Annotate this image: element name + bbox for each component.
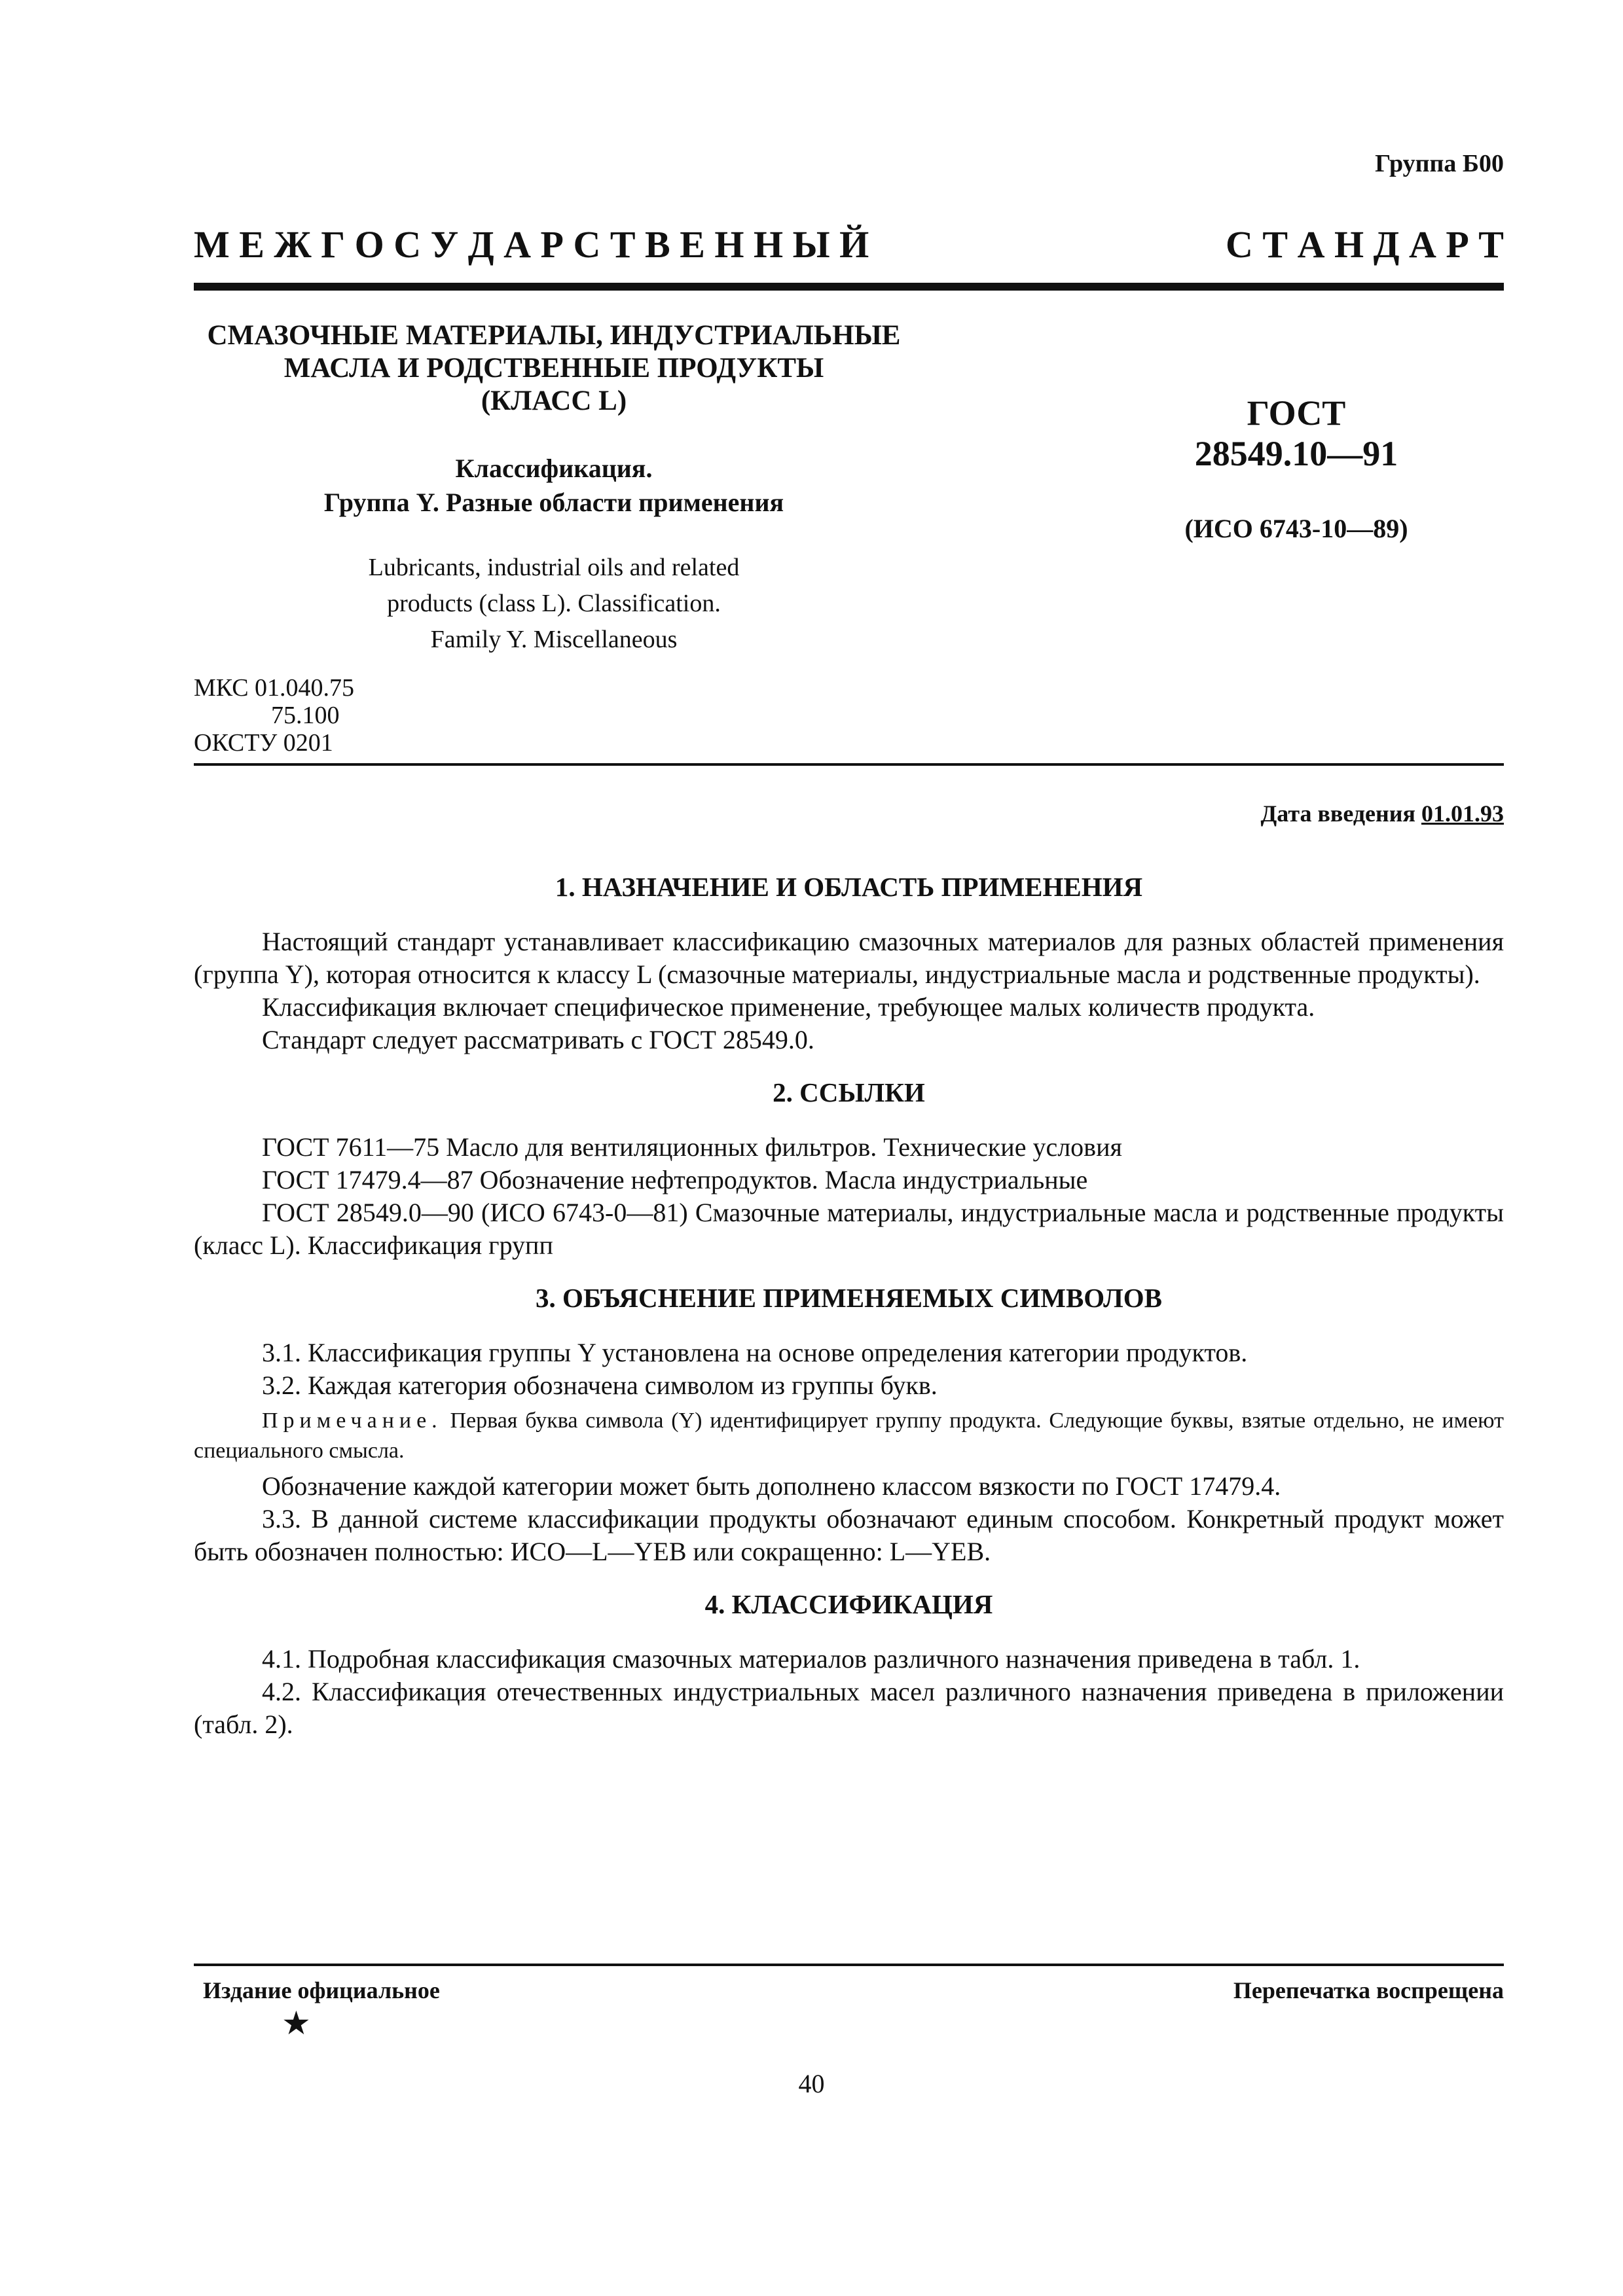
section-3-heading: 3. ОБЪЯСНЕНИЕ ПРИМЕНЯЕМЫХ СИМВОЛОВ [536, 1283, 1162, 1313]
reprint-notice: Перепечатка воспрещена [1233, 1977, 1504, 2003]
header-divider [194, 283, 1504, 291]
section-2-heading: 2. ССЫЛКИ [773, 1077, 925, 1107]
banner-right: С Т А Н Д А Р Т [1226, 223, 1504, 266]
section-1-heading: 1. НАЗНАЧЕНИЕ И ОБЛАСТЬ ПРИМЕНЕНИЯ [555, 872, 1143, 902]
title-russian [194, 319, 914, 418]
section-1-paragraph-2: Классификация включает специфическое применение, требующее малых количеств продукта. [262, 992, 1315, 1022]
title-en-line-3: Family Y. Miscellaneous [430, 626, 678, 653]
section-4-heading: 4. КЛАССИФИКАЦИЯ [704, 1589, 993, 1619]
classification-codes [194, 674, 354, 757]
group-label: Группа Б00 [1375, 150, 1504, 177]
codes-divider [194, 763, 1504, 766]
gost-designation [1126, 393, 1467, 544]
clause-3-2-continued: Обозначение каждой категории может быть дополнено классом вязкости по ГОСТ 17479.4. [262, 1471, 1281, 1501]
clause-3-1: 3.1. Классификация группы Y установлена на основе определения категории продуктов. [262, 1338, 1248, 1367]
reference-3: ГОСТ 28549.0—90 (ИСО 6743-0—81) Смазочные материалы, индустриальные масла и родственные продукты (класс L). Классификация групп [194, 1198, 1504, 1260]
intro-date [1261, 800, 1504, 827]
gost-number: 28549.10—91 [1194, 434, 1398, 473]
title-line-3: (КЛАСС L) [481, 386, 627, 416]
official-edition: Издание официальное [203, 1977, 440, 2003]
section-1-paragraph-1: Настоящий стандарт устанавливает классификацию смазочных материалов для разных областей применения (группа Y), которая относится к классу L (смазочные материалы, индустриальные масла и родственные продукты). [194, 927, 1504, 989]
intro-date-label: Дата введения [1260, 800, 1415, 827]
clause-4-2: 4.2. Классификация отечественных индустриальных масел различного назначения приведена в приложении (табл. 2). [194, 1677, 1504, 1739]
mks-code: МКС 01.040.75 [194, 674, 355, 702]
title-english [194, 550, 914, 658]
title-en-line-1: Lubricants, industrial oils and related [368, 554, 740, 581]
reference-2: ГОСТ 17479.4—87 Обозначение нефтепродуктов. Масла индустриальные [262, 1165, 1088, 1194]
iso-equivalent: (ИСО 6743-10—89) [1184, 514, 1408, 543]
mks-code-2: 75.100 [271, 702, 340, 729]
standard-banner [194, 223, 1504, 266]
title-line-1: СМАЗОЧНЫЕ МАТЕРИАЛЫ, ИНДУСТРИАЛЬНЫЕ [207, 320, 901, 351]
footer-divider [194, 1964, 1504, 1966]
document-body [194, 870, 1504, 1741]
reference-1: ГОСТ 7611—75 Масло для вентиляционных фильтров. Технические условия [262, 1132, 1122, 1162]
note-label: Примечание. [262, 1408, 443, 1433]
note-text: Первая буква символа (Y) идентифицирует группу продукта. Следующие буквы, взятые отдельно, не имеют специального смысла. [194, 1408, 1504, 1463]
clause-3-2: 3.2. Каждая категория обозначена символом из группы букв. [262, 1371, 938, 1400]
clause-4-1: 4.1. Подробная классификация смазочных материалов различного назначения приведена в табл. 1. [262, 1644, 1360, 1674]
intro-date-value: 01.01.93 [1421, 800, 1504, 827]
note [194, 1406, 1504, 1466]
subtitle-line-1: Классификация. [455, 454, 653, 483]
gost-label: ГОСТ [1247, 393, 1346, 433]
star-icon: ★ [282, 2005, 311, 2041]
clause-3-3: 3.3. В данной системе классификации продукты обозначают единым способом. Конкретный продукт может быть обозначен полностью: ИСО—L—YEB или сокращенно: L—YEB. [194, 1504, 1504, 1566]
page-number: 40 [798, 2069, 825, 2098]
title-en-line-2: products (class L). Classification. [387, 590, 721, 617]
subtitle-line-2: Группа Y. Разные области применения [323, 488, 784, 517]
banner-left: М Е Ж Г О С У Д А Р С Т В Е Н Н Ы Й [194, 223, 869, 266]
title-line-2: МАСЛА И РОДСТВЕННЫЕ ПРОДУКТЫ [283, 353, 824, 384]
section-1-paragraph-3: Стандарт следует рассматривать с ГОСТ 28549.0. [262, 1025, 814, 1054]
subtitle-russian [194, 452, 914, 520]
okstu-code: ОКСТУ 0201 [194, 729, 333, 757]
